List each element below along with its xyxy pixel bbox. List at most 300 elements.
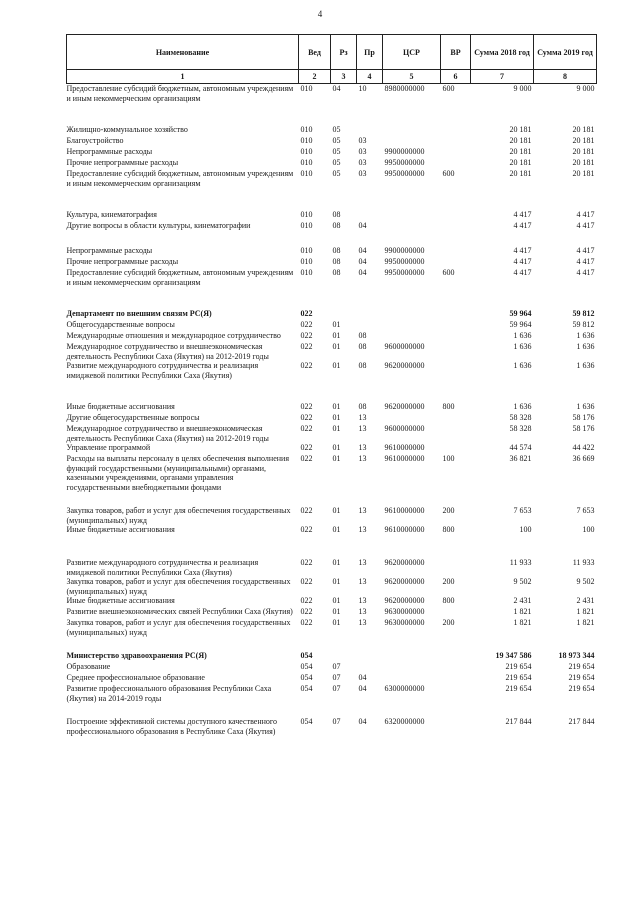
row-sum-2019: 4 417	[576, 221, 595, 230]
row-sum-2019: 9 502	[576, 577, 595, 586]
row-rz: 01	[332, 320, 341, 329]
row-sum-2019: 20 181	[572, 125, 595, 134]
row-ved: 022	[300, 618, 313, 627]
row-ved: 022	[300, 342, 313, 351]
row-ved: 010	[300, 125, 313, 134]
row-rz: 08	[332, 246, 341, 255]
row-pr: 13	[358, 424, 367, 433]
row-pr: 04	[358, 268, 367, 277]
row-vr: 600	[442, 84, 455, 93]
row-vr: 600	[442, 268, 455, 277]
row-rz: 05	[332, 125, 341, 134]
header-csr: ЦСР	[383, 35, 441, 70]
row-ved: 022	[300, 424, 313, 433]
spacer-row	[67, 536, 597, 558]
row-name: Иные бюджетные ассигнования	[66, 402, 175, 411]
row-sum-2019: 9 000	[576, 84, 595, 93]
row-vr: 100	[442, 454, 455, 463]
row-csr: 9610000000	[384, 443, 425, 452]
row-rz: 01	[332, 331, 341, 340]
row-sum-2018: 44 574	[509, 443, 532, 452]
row-ved: 010	[300, 158, 313, 167]
row-pr: 04	[358, 717, 367, 726]
table-row	[67, 558, 597, 577]
row-name: Среднее профессиональное образование	[66, 673, 205, 682]
row-csr: 9610000000	[384, 525, 425, 534]
row-pr: 04	[358, 257, 367, 266]
table-row	[67, 257, 597, 268]
row-ved: 022	[300, 607, 313, 616]
row-rz: 01	[332, 596, 341, 605]
table-row	[67, 596, 597, 607]
table-row	[67, 136, 597, 147]
row-name: Закупка товаров, работ и услуг для обеспечения государственных (муниципальных) нужд	[66, 577, 291, 596]
table-row	[67, 84, 597, 104]
row-name: Иные бюджетные ассигнования	[66, 596, 175, 605]
row-rz: 01	[332, 558, 341, 567]
row-rz: 01	[332, 525, 341, 534]
row-name: Развитие внешнеэкономических связей Республики Саха (Якутия)	[66, 607, 293, 616]
row-ved: 022	[300, 596, 313, 605]
row-sum-2018: 219 654	[505, 673, 532, 682]
spacer-cell	[67, 188, 597, 210]
row-csr: 8980000000	[384, 84, 425, 93]
row-name: Благоустройство	[66, 136, 124, 145]
table-row	[67, 309, 597, 320]
row-pr: 13	[358, 607, 367, 616]
row-vr	[441, 331, 471, 342]
row-rz: 01	[332, 506, 341, 515]
row-name: Международное сотрудничество и внешнеэкономическая деятельность Республики Саха (Якутия) на 2012-2019 годы	[66, 424, 269, 443]
row-rz: 05	[332, 169, 341, 178]
row-pr	[357, 125, 383, 136]
row-csr: 9630000000	[384, 607, 425, 616]
row-pr	[357, 320, 383, 331]
row-ved: 022	[300, 309, 313, 318]
header-rz: Рз	[331, 35, 357, 70]
row-sum-2018: 1 636	[513, 402, 532, 411]
spacer-row	[67, 232, 597, 246]
spacer-row	[67, 703, 597, 717]
spacer-cell	[67, 232, 597, 246]
spacer-cell	[67, 637, 597, 651]
row-vr	[441, 320, 471, 331]
row-sum-2019: 1 636	[576, 331, 595, 340]
row-csr: 9620000000	[384, 558, 425, 567]
row-name: Общегосударственные вопросы	[66, 320, 175, 329]
row-csr	[383, 136, 441, 147]
row-vr	[441, 125, 471, 136]
table-row	[67, 125, 597, 136]
row-pr	[357, 210, 383, 221]
row-csr: 9900000000	[384, 147, 425, 156]
header-pr: Пр	[357, 35, 383, 70]
row-name: Построение эффективной системы доступного качественного профессионального образования в Республике Саха (Якутия)	[66, 717, 278, 736]
table-row	[67, 424, 597, 443]
row-ved: 010	[300, 221, 313, 230]
spacer-row	[67, 287, 597, 309]
row-csr	[383, 221, 441, 232]
row-csr: 6320000000	[384, 717, 425, 726]
row-name: Другие общегосударственные вопросы	[66, 413, 200, 422]
row-sum-2019: 100	[582, 525, 595, 534]
row-sum-2019: 58 176	[572, 424, 595, 433]
row-csr: 9630000000	[384, 618, 425, 627]
row-vr: 800	[442, 525, 455, 534]
row-vr: 600	[442, 169, 455, 178]
row-sum-2018: 58 328	[509, 413, 532, 422]
row-name: Развитие международного сотрудничества и реализация имиджевой политики Республики Саха (Якутия)	[66, 558, 259, 577]
row-sum-2019: 59 812	[572, 309, 595, 318]
row-sum-2019: 2 431	[576, 596, 595, 605]
row-rz	[331, 309, 357, 320]
row-pr: 08	[358, 402, 367, 411]
row-name: Прочие непрограммные расходы	[66, 257, 179, 266]
row-vr	[441, 257, 471, 268]
row-name: Жилищно-коммунальное хозяйство	[66, 125, 188, 134]
spacer-cell	[67, 380, 597, 402]
row-sum-2018: 219 654	[505, 662, 532, 671]
row-sum-2018: 59 964	[509, 320, 532, 329]
row-pr: 04	[358, 673, 367, 682]
row-name: Международные отношения и международное сотрудничество	[66, 331, 281, 340]
row-sum-2018: 20 181	[509, 136, 532, 145]
row-name: Непрограммные расходы	[66, 246, 153, 255]
row-csr: 9620000000	[384, 577, 425, 586]
row-pr: 13	[358, 413, 367, 422]
spacer-row	[67, 103, 597, 125]
row-sum-2019: 219 654	[568, 662, 595, 671]
row-csr	[383, 331, 441, 342]
budget-table	[66, 34, 597, 736]
row-pr: 04	[358, 246, 367, 255]
row-vr	[441, 413, 471, 424]
budget-table-container	[66, 34, 596, 736]
row-sum-2018: 1 636	[513, 331, 532, 340]
row-sum-2019: 4 417	[576, 268, 595, 277]
column-number: 2	[299, 70, 331, 84]
row-ved: 010	[300, 84, 313, 93]
row-pr: 10	[358, 84, 367, 93]
row-vr	[441, 246, 471, 257]
row-ved: 010	[300, 210, 313, 219]
row-sum-2019: 4 417	[576, 257, 595, 266]
header-vr: ВР	[441, 35, 471, 70]
row-vr: 800	[442, 402, 455, 411]
row-name: Образование	[66, 662, 111, 671]
row-rz: 05	[332, 147, 341, 156]
row-name: Предоставление субсидий бюджетным, автономным учреждениям и иным некоммерческим организациям	[66, 169, 294, 188]
row-vr	[441, 309, 471, 320]
row-sum-2018: 9 000	[513, 84, 532, 93]
row-ved: 022	[300, 454, 313, 463]
row-name: Культура, кинематография	[66, 210, 157, 219]
row-name: Расходы на выплаты персоналу в целях обеспечения выполнения функций государственными (муниципальными) органами, казенными учреждениями, органами управления государственными внебюджетными фондами	[66, 454, 289, 492]
table-row	[67, 454, 597, 492]
table-row	[67, 268, 597, 287]
row-name: Предоставление субсидий бюджетным, автономным учреждениям и иным некоммерческим организациям	[66, 84, 294, 103]
row-sum-2018: 4 417	[513, 221, 532, 230]
row-ved: 010	[300, 147, 313, 156]
row-sum-2018: 100	[519, 525, 532, 534]
row-sum-2018: 1 636	[513, 361, 532, 370]
row-sum-2019: 1 821	[576, 607, 595, 616]
table-row	[67, 246, 597, 257]
column-number: 5	[383, 70, 441, 84]
row-pr: 13	[358, 596, 367, 605]
row-pr: 03	[358, 147, 367, 156]
row-sum-2018: 20 181	[509, 147, 532, 156]
row-sum-2019: 219 654	[568, 684, 595, 693]
row-rz: 05	[332, 136, 341, 145]
row-ved: 054	[300, 717, 313, 726]
row-rz: 07	[332, 684, 341, 693]
table-row	[67, 221, 597, 232]
table-row	[67, 210, 597, 221]
row-name: Предоставление субсидий бюджетным, автономным учреждениям и иным некоммерческим организациям	[66, 268, 294, 287]
row-csr: 9950000000	[384, 257, 425, 266]
table-row	[67, 402, 597, 413]
spacer-row	[67, 637, 597, 651]
table-row	[67, 662, 597, 673]
row-pr	[357, 309, 383, 320]
row-sum-2019: 219 654	[568, 673, 595, 682]
row-pr: 03	[358, 136, 367, 145]
row-sum-2018: 4 417	[513, 246, 532, 255]
row-ved: 022	[300, 525, 313, 534]
row-ved: 010	[300, 268, 313, 277]
row-csr	[383, 125, 441, 136]
table-row	[67, 158, 597, 169]
row-rz: 01	[332, 361, 341, 370]
row-sum-2018: 19 347 586	[495, 651, 532, 660]
row-ved: 010	[300, 169, 313, 178]
row-vr	[441, 443, 471, 454]
row-name: Прочие непрограммные расходы	[66, 158, 179, 167]
row-sum-2018: 1 821	[513, 618, 532, 627]
row-vr	[441, 158, 471, 169]
row-sum-2018: 20 181	[509, 125, 532, 134]
row-sum-2019: 1 821	[576, 618, 595, 627]
header-name: Наименование	[67, 35, 299, 70]
table-row	[67, 331, 597, 342]
row-sum-2018: 4 417	[513, 257, 532, 266]
row-csr	[383, 662, 441, 673]
row-vr	[441, 342, 471, 361]
row-sum-2019: 59 812	[572, 320, 595, 329]
row-pr: 03	[358, 158, 367, 167]
row-sum-2019: 36 669	[572, 454, 595, 463]
row-vr	[441, 424, 471, 443]
row-rz: 07	[332, 662, 341, 671]
row-rz: 01	[332, 618, 341, 627]
row-csr: 9950000000	[384, 169, 425, 178]
row-sum-2019: 4 417	[576, 210, 595, 219]
row-sum-2018: 1 636	[513, 342, 532, 351]
table-row	[67, 618, 597, 637]
row-sum-2019: 20 181	[572, 169, 595, 178]
column-number: 7	[471, 70, 534, 84]
row-name: Закупка товаров, работ и услуг для обеспечения государственных (муниципальных) нужд	[66, 618, 291, 637]
row-sum-2018: 20 181	[509, 158, 532, 167]
row-csr: 6300000000	[384, 684, 425, 693]
row-vr	[441, 651, 471, 662]
row-rz: 01	[332, 607, 341, 616]
row-csr: 9620000000	[384, 361, 425, 370]
row-sum-2018: 59 964	[509, 309, 532, 318]
table-row	[67, 443, 597, 454]
table-row	[67, 413, 597, 424]
page-number: 4	[317, 9, 323, 19]
spacer-cell	[67, 703, 597, 717]
row-pr: 04	[358, 684, 367, 693]
row-csr	[383, 309, 441, 320]
row-name: Иные бюджетные ассигнования	[66, 525, 175, 534]
row-sum-2019: 18 973 344	[558, 651, 595, 660]
row-pr: 08	[358, 342, 367, 351]
row-csr: 9950000000	[384, 158, 425, 167]
spacer-cell	[67, 536, 597, 558]
row-sum-2019: 20 181	[572, 158, 595, 167]
table-row	[67, 684, 597, 703]
row-name: Международное сотрудничество и внешнеэкономическая деятельность Республики Саха (Якутия) на 2012-2019 годы	[66, 342, 269, 361]
table-row	[67, 342, 597, 361]
row-vr	[441, 607, 471, 618]
row-ved: 022	[300, 413, 313, 422]
row-csr: 9950000000	[384, 268, 425, 277]
table-row	[67, 506, 597, 525]
row-csr: 9900000000	[384, 246, 425, 255]
row-ved: 022	[300, 443, 313, 452]
row-sum-2018: 9 502	[513, 577, 532, 586]
row-pr: 03	[358, 169, 367, 178]
row-sum-2018: 11 933	[509, 558, 532, 567]
table-row	[67, 361, 597, 380]
row-pr: 13	[358, 506, 367, 515]
table-row	[67, 577, 597, 596]
row-ved: 010	[300, 246, 313, 255]
row-ved: 022	[300, 558, 313, 567]
row-csr: 9610000000	[384, 506, 425, 515]
column-number: 6	[441, 70, 471, 84]
row-pr: 08	[358, 331, 367, 340]
row-vr	[441, 684, 471, 703]
row-ved: 022	[300, 577, 313, 586]
row-sum-2019: 4 417	[576, 246, 595, 255]
table-row	[67, 320, 597, 331]
row-sum-2018: 1 821	[513, 607, 532, 616]
row-vr	[441, 662, 471, 673]
column-number: 4	[357, 70, 383, 84]
row-rz: 07	[332, 673, 341, 682]
row-csr: 9620000000	[384, 402, 425, 411]
header-sum-2019: Сумма 2019 год	[534, 35, 597, 70]
row-rz: 01	[332, 342, 341, 351]
spacer-row	[67, 492, 597, 506]
row-sum-2019: 44 422	[572, 443, 595, 452]
row-sum-2019: 1 636	[576, 402, 595, 411]
row-ved: 054	[300, 673, 313, 682]
row-rz: 01	[332, 424, 341, 433]
row-vr	[441, 558, 471, 577]
row-pr	[357, 662, 383, 673]
spacer-cell	[67, 103, 597, 125]
row-pr: 13	[358, 443, 367, 452]
row-pr: 04	[358, 221, 367, 230]
column-number: 1	[67, 70, 299, 84]
row-csr	[383, 651, 441, 662]
table-row	[67, 717, 597, 736]
row-ved: 022	[300, 506, 313, 515]
row-vr	[441, 361, 471, 380]
row-sum-2018: 217 844	[505, 717, 532, 726]
row-name: Министерство здравоохранения РС(Я)	[66, 651, 207, 660]
row-sum-2019: 20 181	[572, 147, 595, 156]
row-ved: 054	[300, 684, 313, 693]
row-rz: 08	[332, 268, 341, 277]
row-name: Другие вопросы в области культуры, кинематографии	[66, 221, 251, 230]
row-sum-2019: 20 181	[572, 136, 595, 145]
spacer-cell	[67, 287, 597, 309]
row-rz: 07	[332, 717, 341, 726]
row-vr	[441, 147, 471, 158]
row-sum-2019: 11 933	[572, 558, 595, 567]
table-row	[67, 673, 597, 684]
table-row	[67, 607, 597, 618]
row-vr: 200	[442, 577, 455, 586]
header-sum-2018: Сумма 2018 год	[471, 35, 534, 70]
row-pr: 13	[358, 525, 367, 534]
row-rz	[331, 651, 357, 662]
row-rz: 01	[332, 413, 341, 422]
header-ved: Вед	[299, 35, 331, 70]
column-number: 3	[331, 70, 357, 84]
row-pr: 13	[358, 577, 367, 586]
row-csr	[383, 210, 441, 221]
row-csr: 9600000000	[384, 424, 425, 433]
row-sum-2018: 4 417	[513, 268, 532, 277]
row-ved: 022	[300, 402, 313, 411]
row-rz: 08	[332, 257, 341, 266]
row-rz: 01	[332, 454, 341, 463]
row-ved: 010	[300, 257, 313, 266]
row-name: Управление программой	[66, 443, 151, 452]
row-csr	[383, 673, 441, 684]
row-vr	[441, 210, 471, 221]
row-pr: 08	[358, 361, 367, 370]
column-number: 8	[534, 70, 597, 84]
row-vr	[441, 221, 471, 232]
row-sum-2019: 217 844	[568, 717, 595, 726]
row-sum-2018: 219 654	[505, 684, 532, 693]
row-ved: 010	[300, 136, 313, 145]
row-vr: 200	[442, 506, 455, 515]
row-ved: 054	[300, 651, 313, 660]
spacer-row	[67, 380, 597, 402]
row-rz: 01	[332, 577, 341, 586]
row-ved: 022	[300, 361, 313, 370]
row-name: Закупка товаров, работ и услуг для обеспечения государственных (муниципальных) нужд	[66, 506, 291, 525]
row-sum-2018: 20 181	[509, 169, 532, 178]
table-row	[67, 525, 597, 536]
row-vr: 200	[442, 618, 455, 627]
row-name: Непрограммные расходы	[66, 147, 153, 156]
row-csr	[383, 413, 441, 424]
row-name: Развитие международного сотрудничества и реализация имиджевой политики Республики Саха (Якутия)	[66, 361, 259, 380]
row-sum-2019: 7 653	[576, 506, 595, 515]
row-ved: 054	[300, 662, 313, 671]
row-name: Департамент по внешним связям РС(Я)	[66, 309, 212, 318]
